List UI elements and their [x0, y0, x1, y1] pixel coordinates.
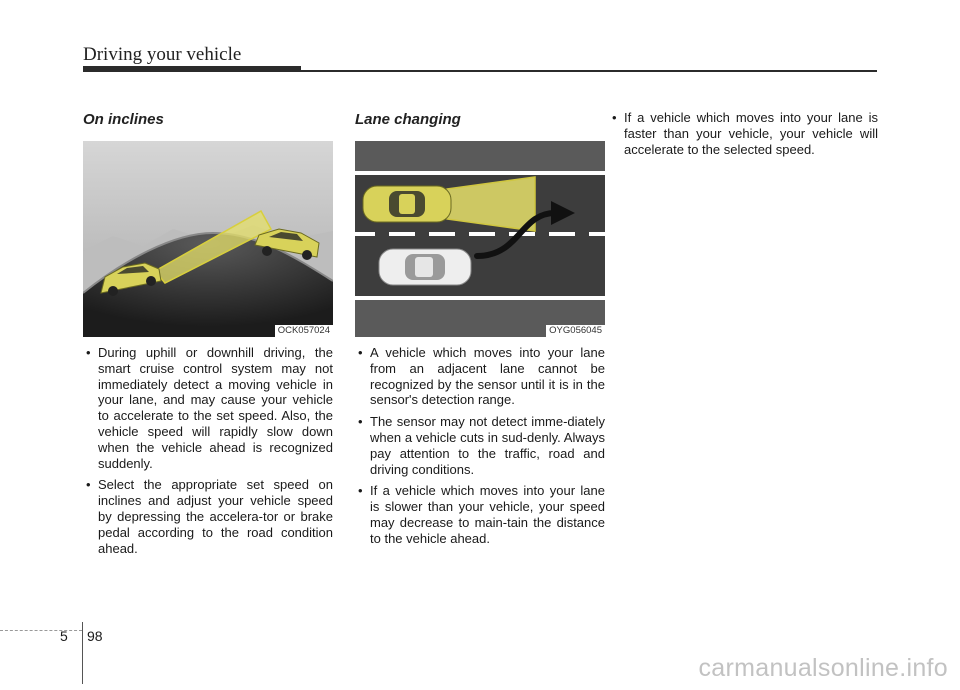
footer-guide-line — [0, 630, 82, 631]
chapter-number: 5 — [60, 628, 68, 644]
section-heading-lane-changing: Lane changing — [355, 111, 461, 128]
list-item: • If a vehicle which moves into your lane is faster than your vehicle, your vehicle will accelerate to the selected speed. — [612, 110, 878, 157]
header-title: Driving your vehicle — [83, 44, 242, 65]
car-own-lane — [363, 186, 451, 222]
section-continued — [612, 110, 878, 163]
header-rule-thick — [83, 66, 301, 72]
section-heading-inclines: On inclines — [83, 111, 164, 128]
list-item: • A vehicle which moves into your lane from an adjacent lane cannot be recognized by the sensor until it is in the sensor's detection range. — [355, 345, 605, 408]
lane-change-illustration — [355, 141, 605, 337]
list-item: • The sensor may not detect imme-diately when a vehicle cuts in sud-denly. Always pay attention to the traffic, road and driving conditions. — [355, 414, 605, 477]
list-item: • Select the appropriate set speed on inclines and adjust your vehicle speed by depressing the accelera-tor or brake pedal according to the road condition ahead. — [83, 477, 333, 556]
lane-divider-dashes — [355, 232, 605, 236]
figure-inclines — [83, 141, 333, 337]
bullet-list-inclines — [83, 345, 333, 556]
incline-illustration — [83, 141, 333, 337]
bullet-list-lane-changing — [355, 345, 605, 547]
section-inclines — [83, 110, 333, 562]
list-item: • During uphill or downhill driving, the smart cruise control system may not immediately detect a moving vehicle in your lane, and may cause your vehicle to accelerate to the set speed. Also, the vehicle speed will rapidly slow down when the vehicle ahead is recognized suddenly. — [83, 345, 333, 471]
page-number: 98 — [87, 628, 103, 644]
watermark: carmanualsonline.info — [698, 654, 948, 682]
figure-lane-changing — [355, 141, 605, 337]
figure-code: OYG056045 — [546, 325, 605, 337]
footer-divider — [82, 622, 83, 684]
section-lane-changing — [355, 110, 605, 553]
car-merging — [379, 249, 471, 285]
figure-code: OCK057024 — [275, 325, 333, 337]
header-rule-thin — [301, 70, 877, 72]
bullet-list-continued — [612, 110, 878, 157]
list-item: • If a vehicle which moves into your lane is slower than your vehicle, your speed may decrease to main-tain the distance to the vehicle ahead. — [355, 483, 605, 546]
